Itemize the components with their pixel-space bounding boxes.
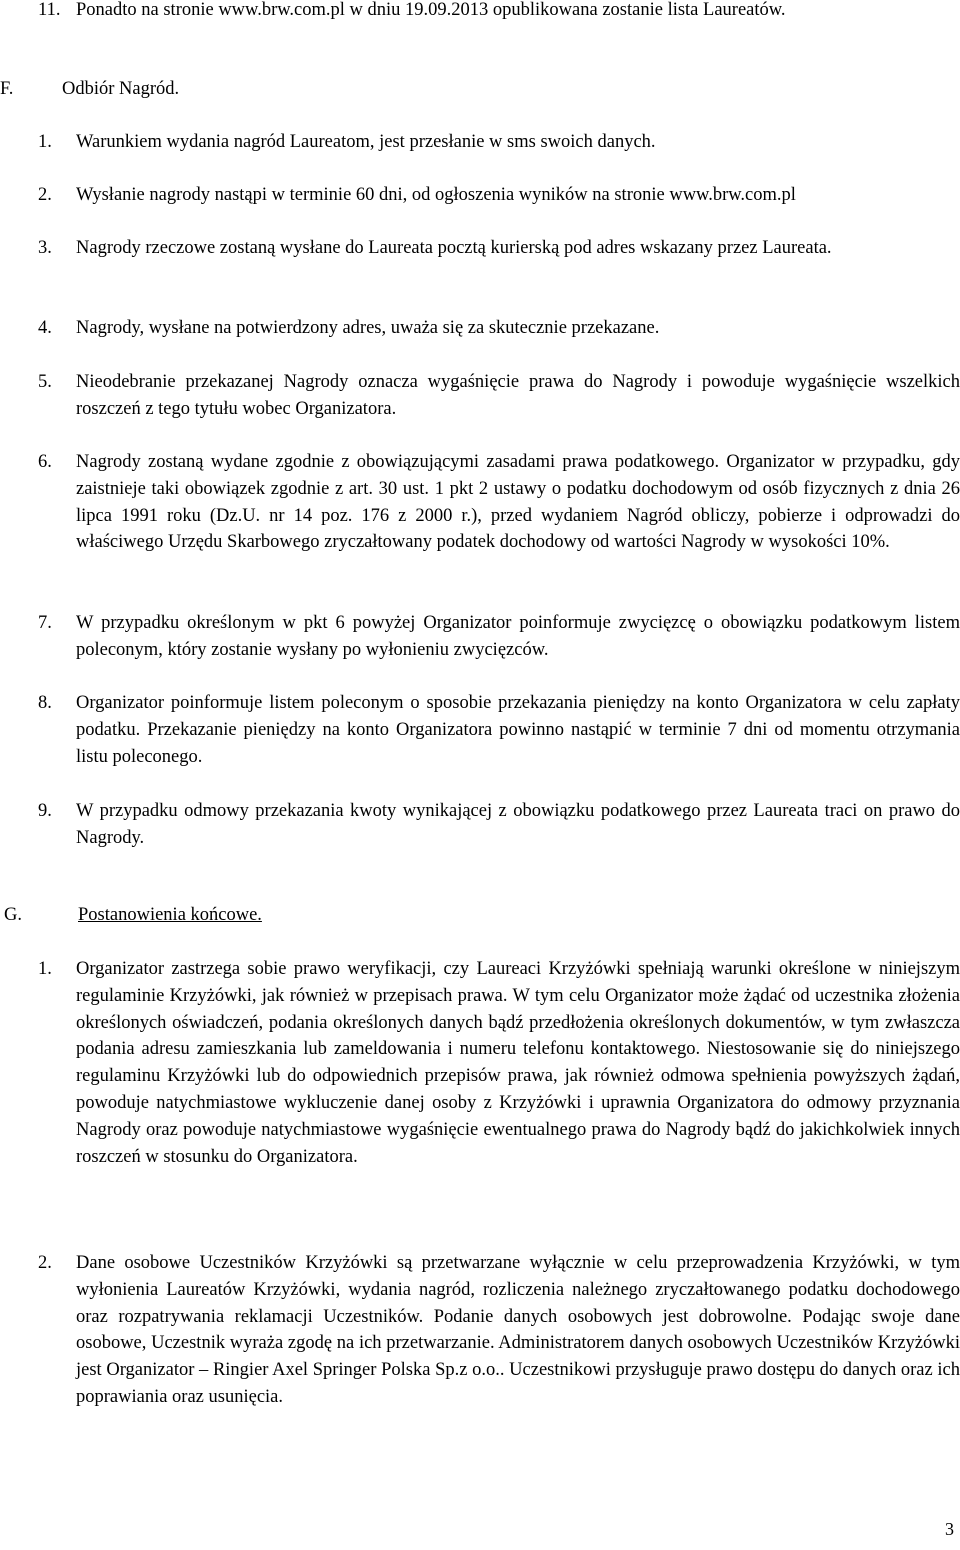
item-text: Nagrody zostaną wydane zgodnie z obowiązującymi zasadami prawa podatkowego. Organizator w przypadku, gdy zaistnieje taki obowiązek zgodnie z art. 30 ust. 1 pkt 2 ustawy o podatku dochodowym od osób fizycznych z dnia 26 lipca 1991 roku (Dz.U. nr 14 poz. 176 z 2000 r.), przed wydaniem Nagród obliczy, pobierze i odprowadzi do właściwego Urzędu Skarbowego zryczałtowany podatek dochodowy od wartości Nagrody w wysokości 10%. — [76, 452, 960, 553]
section-title: Postanowienia końcowe. — [78, 905, 262, 925]
item-number: 8. — [38, 693, 52, 713]
item-text: Nieodebranie przekazanej Nagrody oznacza wygaśnięcie prawa do Nagrody i powoduje wygaśnięcie wszelkich roszczeń z tego tytułu wobec Organizatora. — [76, 372, 960, 419]
item-text: Organizator zastrzega sobie prawo weryfikacji, czy Laureaci Krzyżówki spełniają warunki określone w niniejszym regulaminie Krzyżówki, jak również w przepisach prawa. W tym celu Organizator może żądać od uczestnika złożenia określonych oświadczeń, podania określonych danych bądź przedłożenia określonych dokumentów, w tym zwłaszcza podania adresu zamieszkania lub zameldowania i numeru telefonu kontaktowego. Niestosowanie się do niniejszego regulaminu Krzyżówki lub do odpowiednich przepisów prawa, jak również odmowa spełnienia powyższych żądań, powoduje natychmiastowe wykluczenie danej osoby z Krzyżówki i uprawnia Organizatora do odmowy przyznania Nagrody oraz powoduje natychmiastowe wygaśnięcie ewentualnego prawa do Nagrody bądź do jakichkolwiek innych roszczeń w stosunku do Organizatora. — [76, 959, 960, 1167]
list-item — [38, 1250, 960, 1411]
list-item — [38, 315, 960, 342]
section-letter: F. — [0, 79, 14, 99]
item-text: Ponadto na stronie www.brw.com.pl w dniu 19.09.2013 opublikowana zostanie lista Laureatów. — [76, 0, 786, 20]
list-item — [38, 449, 960, 556]
item-number: 4. — [38, 318, 52, 338]
list-item — [38, 610, 960, 664]
list-item — [38, 129, 960, 156]
item-text: Dane osobowe Uczestników Krzyżówki są przetwarzane wyłącznie w celu przeprowadzenia Krzyżówki, w tym wyłonienia Laureatów Krzyżówki, wydania nagród, rozliczenia należnego zryczałtowanego podatku dochodowego oraz rozpatrywania reklamacji Uczestników. Podanie danych osobowych jest dobrowolne. Podając swoje dane osobowe, Uczestnik wyraża zgodę na ich przetwarzanie. Administratorem danych osobowych Uczestników Krzyżówki jest Organizator – Ringier Axel Springer Polska Sp.z o.o.. Uczestnikowi przysługuje prawo dostępu do danych oraz ich poprawiania oraz usunięcia. — [76, 1253, 960, 1407]
list-item — [38, 690, 960, 770]
item-number: 5. — [38, 372, 52, 392]
item-text: W przypadku odmowy przekazania kwoty wynikającej z obowiązku podatkowego przez Laureata traci on prawo do Nagrody. — [76, 801, 960, 848]
item-text: Nagrody rzeczowe zostaną wysłane do Laureata pocztą kurierską pod adres wskazany przez Laureata. — [76, 238, 832, 258]
list-item — [38, 798, 960, 852]
item-text: W przypadku określonym w pkt 6 powyżej Organizator poinformuje zwycięzcę o obowiązku podatkowym listem poleconym, który zostanie wysłany po wyłonieniu zwycięzców. — [76, 613, 960, 660]
item-text: Wysłanie nagrody nastąpi w terminie 60 dni, od ogłoszenia wyników na stronie www.brw.com.pl — [76, 185, 796, 205]
item-number: 2. — [38, 1253, 52, 1273]
list-item — [38, 235, 960, 262]
item-number: 3. — [38, 238, 52, 258]
item-text: Warunkiem wydania nagród Laureatom, jest przesłanie w sms swoich danych. — [76, 132, 656, 152]
list-item — [38, 182, 960, 209]
item-number: 1. — [38, 132, 52, 152]
item-text: Nagrody, wysłane na potwierdzony adres, uważa się za skutecznie przekazane. — [76, 318, 660, 338]
page-number: 3 — [945, 1519, 954, 1539]
section-title: Odbiór Nagród. — [62, 79, 180, 99]
list-item-11 — [38, 0, 960, 24]
item-number: 2. — [38, 185, 52, 205]
item-number: 11. — [38, 0, 61, 20]
item-text: Organizator poinformuje listem poleconym o sposobie przekazania pieniędzy na konto Organizatora w celu zapłaty podatku. Przekazanie pieniędzy na konto Organizatora powinno nastąpić w terminie 7 dni od momentu otrzymania listu poleconego. — [76, 693, 960, 767]
section-letter: G. — [4, 905, 22, 925]
list-item — [38, 369, 960, 423]
item-number: 6. — [38, 452, 52, 472]
list-item — [38, 956, 960, 1170]
item-number: 1. — [38, 959, 52, 979]
item-number: 9. — [38, 801, 52, 821]
item-number: 7. — [38, 613, 52, 633]
